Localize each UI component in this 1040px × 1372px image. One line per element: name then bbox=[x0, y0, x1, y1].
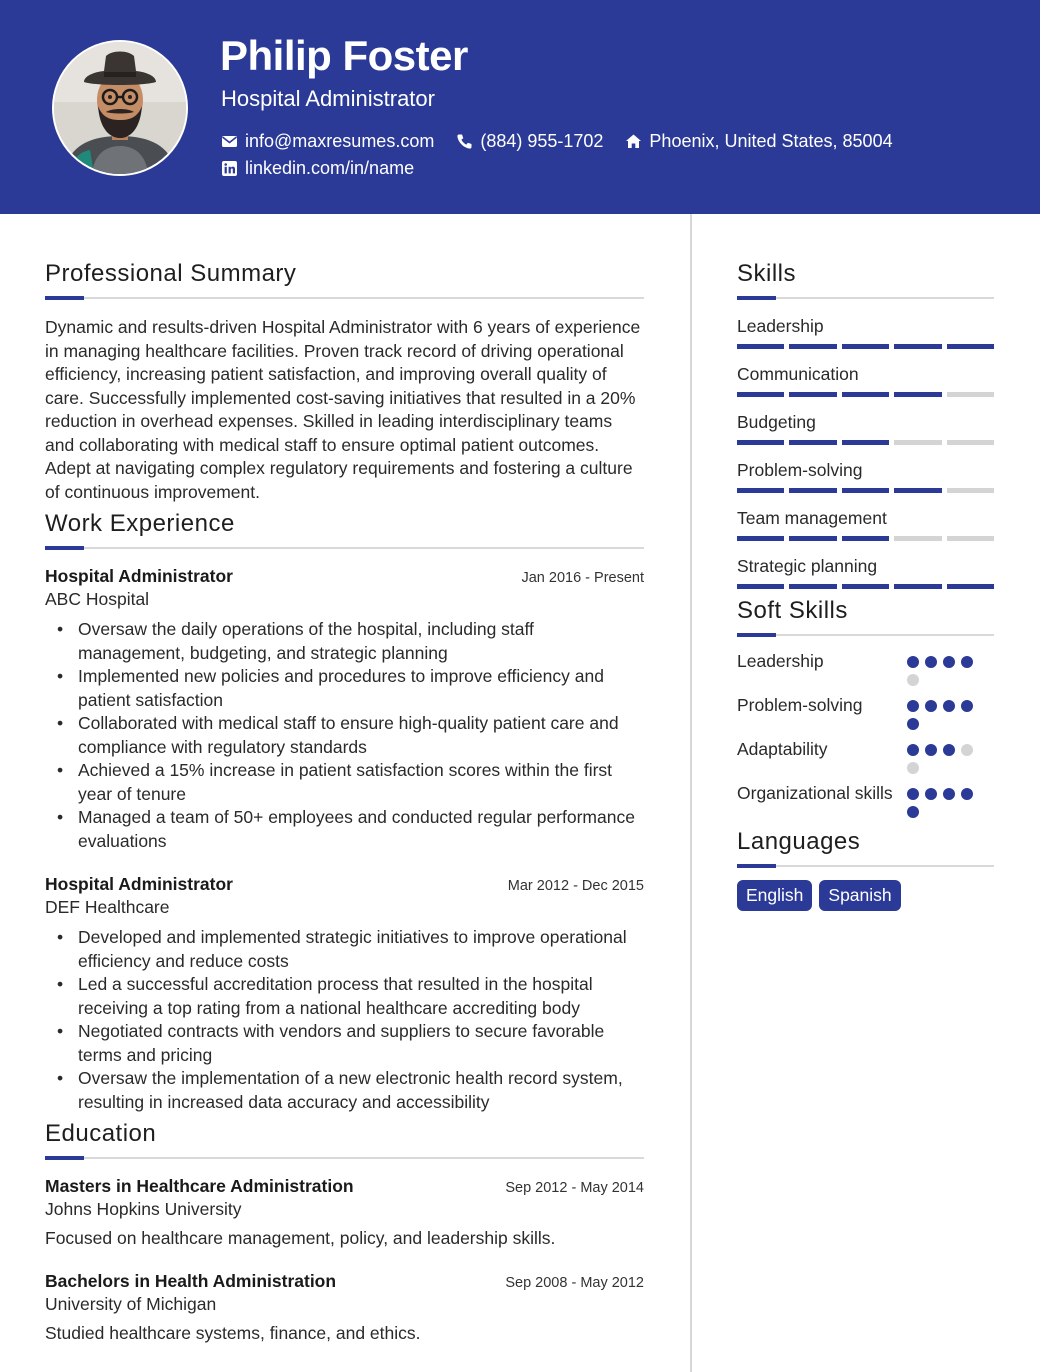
skill-level-segment-filled bbox=[789, 536, 836, 541]
job-bullet: • Implemented new policies and procedures to improve efficiency and patient satisfaction bbox=[45, 665, 644, 712]
soft-skill-name: Leadership bbox=[737, 651, 824, 671]
skill-level-segment-filled bbox=[842, 392, 889, 397]
skill-name: Budgeting bbox=[737, 412, 816, 432]
soft-skill-name: Organizational skills bbox=[737, 783, 893, 803]
skill-level-segment-empty bbox=[947, 440, 994, 445]
job-bullet: • Oversaw the daily operations of the hospital, including staff management, budgeting, and strategic planning bbox=[45, 618, 644, 665]
soft-skill-rating bbox=[907, 650, 979, 686]
contact-email[interactable] bbox=[221, 130, 434, 152]
rating-dot-filled bbox=[925, 656, 937, 668]
skill-level-segment-filled bbox=[947, 584, 994, 589]
skills-heading: Skills bbox=[737, 260, 797, 287]
experience-section bbox=[45, 508, 644, 1114]
home-icon bbox=[625, 133, 642, 150]
job-bullets bbox=[45, 618, 644, 853]
education-entry bbox=[45, 1270, 644, 1345]
skill-level-segment-empty bbox=[947, 536, 994, 541]
section-rule bbox=[737, 634, 994, 636]
skill-item bbox=[737, 555, 994, 589]
skill-level-segment-filled bbox=[894, 344, 941, 349]
skill-level-segment-filled bbox=[737, 536, 784, 541]
skill-level-segment-filled bbox=[737, 392, 784, 397]
soft-skill-item bbox=[737, 694, 994, 730]
envelope-icon bbox=[221, 133, 238, 150]
contact-row-secondary bbox=[221, 157, 414, 179]
soft-skill-rating bbox=[907, 738, 979, 774]
job-bullet: • Managed a team of 50+ employees and conducted regular performance evaluations bbox=[45, 806, 644, 853]
skill-level-segment-empty bbox=[894, 536, 941, 541]
main-column bbox=[45, 258, 644, 1345]
rating-dot-filled bbox=[925, 788, 937, 800]
job-organization: DEF Healthcare bbox=[45, 897, 170, 917]
job-role: Hospital Administrator bbox=[45, 874, 233, 894]
skill-item bbox=[737, 459, 994, 493]
job-bullets bbox=[45, 926, 644, 1114]
rating-dot-filled bbox=[907, 788, 919, 800]
candidate-title: Hospital Administrator bbox=[221, 86, 435, 111]
job-organization: ABC Hospital bbox=[45, 589, 150, 609]
rating-dot-empty bbox=[907, 762, 919, 774]
section-rule bbox=[45, 297, 644, 299]
resume-header bbox=[0, 0, 1040, 214]
education-degree: Bachelors in Health Administration bbox=[45, 1271, 337, 1291]
rating-dot-filled bbox=[943, 656, 955, 668]
education-entry bbox=[45, 1175, 644, 1250]
rating-dot-filled bbox=[925, 744, 937, 756]
job-bullet: • Collaborated with medical staff to ensure high-quality patient care and compliance with regulatory standards bbox=[45, 712, 644, 759]
experience-heading: Work Experience bbox=[45, 510, 235, 537]
job-bullet: • Led a successful accreditation process that resulted in the hospital receiving a top rating from a national healthcare accrediting body bbox=[45, 973, 644, 1020]
education-description: Studied healthcare systems, finance, and ethics. bbox=[45, 1323, 421, 1343]
skill-level-segment-filled bbox=[789, 392, 836, 397]
language-tag: Spanish bbox=[819, 880, 900, 911]
education-heading: Education bbox=[45, 1120, 157, 1147]
skill-level-segment-filled bbox=[737, 344, 784, 349]
skill-level-bar bbox=[737, 536, 994, 541]
skill-level-segment-filled bbox=[789, 344, 836, 349]
skill-level-bar bbox=[737, 584, 994, 589]
section-rule bbox=[737, 297, 994, 299]
rating-dot-filled bbox=[907, 700, 919, 712]
section-rule bbox=[45, 1157, 644, 1159]
job-bullet: • Oversaw the implementation of a new electronic health record system, resulting in increased data accuracy and accessibility bbox=[45, 1067, 644, 1114]
rating-dot-empty bbox=[961, 744, 973, 756]
skill-name: Team management bbox=[737, 508, 887, 528]
skill-level-segment-filled bbox=[789, 584, 836, 589]
skill-level-segment-filled bbox=[947, 344, 994, 349]
rating-dot-filled bbox=[907, 656, 919, 668]
soft-skill-item bbox=[737, 782, 994, 818]
skill-level-segment-empty bbox=[947, 488, 994, 493]
rating-dot-filled bbox=[961, 700, 973, 712]
contact-email-text: info@maxresumes.com bbox=[245, 131, 435, 151]
skill-level-segment-filled bbox=[789, 488, 836, 493]
profile-photo-illustration bbox=[54, 42, 186, 174]
skill-name: Leadership bbox=[737, 316, 824, 336]
job-bullet: • Developed and implemented strategic initiatives to improve operational efficiency and reduce costs bbox=[45, 926, 644, 973]
education-school: University of Michigan bbox=[45, 1294, 217, 1314]
skill-item bbox=[737, 315, 994, 349]
skill-level-segment-filled bbox=[737, 440, 784, 445]
job-date: Jan 2016 - Present bbox=[521, 570, 644, 586]
linkedin-icon bbox=[221, 160, 238, 177]
skill-level-segment-filled bbox=[737, 488, 784, 493]
phone-icon bbox=[456, 133, 473, 150]
education-date: Sep 2008 - May 2012 bbox=[505, 1275, 644, 1291]
skill-item bbox=[737, 363, 994, 397]
summary-heading: Professional Summary bbox=[45, 260, 297, 287]
skill-level-segment-filled bbox=[842, 344, 889, 349]
skill-level-segment-filled bbox=[842, 536, 889, 541]
column-divider bbox=[690, 214, 692, 1372]
contact-location-text: Phoenix, United States, 85004 bbox=[649, 131, 893, 151]
rating-dot-filled bbox=[943, 700, 955, 712]
skill-level-segment-filled bbox=[842, 440, 889, 445]
skills-list bbox=[737, 315, 994, 589]
rating-dot-filled bbox=[961, 788, 973, 800]
skill-level-segment-filled bbox=[789, 440, 836, 445]
languages-section bbox=[737, 826, 994, 911]
skill-level-segment-filled bbox=[894, 584, 941, 589]
soft-skills-section bbox=[737, 595, 994, 818]
contact-phone[interactable] bbox=[456, 130, 603, 152]
skill-level-bar bbox=[737, 488, 994, 493]
candidate-name: Philip Foster bbox=[220, 32, 468, 79]
soft-skill-name: Adaptability bbox=[737, 739, 828, 759]
soft-skills-list bbox=[737, 650, 994, 818]
skill-item bbox=[737, 507, 994, 541]
contact-linkedin-text: linkedin.com/in/name bbox=[245, 158, 415, 178]
soft-skill-name: Problem-solving bbox=[737, 695, 863, 715]
rating-dot-filled bbox=[907, 718, 919, 730]
education-section bbox=[45, 1118, 644, 1345]
skill-level-segment-filled bbox=[894, 392, 941, 397]
summary-section bbox=[45, 258, 644, 504]
education-school: Johns Hopkins University bbox=[45, 1199, 242, 1219]
soft-skills-heading: Soft Skills bbox=[737, 597, 848, 624]
contact-linkedin[interactable] bbox=[221, 157, 414, 179]
job-role: Hospital Administrator bbox=[45, 566, 233, 586]
rating-dot-filled bbox=[943, 788, 955, 800]
job-bullet: • Negotiated contracts with vendors and suppliers to secure favorable terms and pricing bbox=[45, 1020, 644, 1067]
rating-dot-filled bbox=[925, 700, 937, 712]
section-rule bbox=[737, 865, 994, 867]
soft-skill-item bbox=[737, 738, 994, 774]
rating-dot-empty bbox=[907, 674, 919, 686]
sidebar-column bbox=[737, 258, 994, 911]
rating-dot-filled bbox=[907, 744, 919, 756]
skills-section bbox=[737, 258, 994, 589]
skill-level-bar bbox=[737, 392, 994, 397]
contact-phone-text: (884) 955-1702 bbox=[480, 131, 604, 151]
job-bullet: • Achieved a 15% increase in patient satisfaction scores within the first year of tenure bbox=[45, 759, 644, 806]
skill-name: Communication bbox=[737, 364, 859, 384]
skill-name: Strategic planning bbox=[737, 556, 878, 576]
education-date: Sep 2012 - May 2014 bbox=[505, 1180, 644, 1196]
skill-level-segment-filled bbox=[737, 584, 784, 589]
language-list bbox=[737, 880, 994, 911]
contact-location bbox=[625, 130, 892, 152]
skill-level-bar bbox=[737, 440, 994, 445]
education-description: Focused on healthcare management, policy, and leadership skills. bbox=[45, 1228, 556, 1248]
skill-name: Problem-solving bbox=[737, 460, 863, 480]
education-degree: Masters in Healthcare Administration bbox=[45, 1176, 354, 1196]
section-rule bbox=[45, 547, 644, 549]
job-entry bbox=[45, 873, 644, 1114]
skill-level-segment-filled bbox=[842, 488, 889, 493]
skill-item bbox=[737, 411, 994, 445]
skill-level-segment-empty bbox=[894, 440, 941, 445]
languages-heading: Languages bbox=[737, 828, 861, 855]
profile-photo bbox=[52, 40, 188, 176]
skill-level-bar bbox=[737, 344, 994, 349]
job-entry bbox=[45, 565, 644, 853]
rating-dot-filled bbox=[961, 656, 973, 668]
soft-skill-rating bbox=[907, 782, 979, 818]
skill-level-segment-empty bbox=[947, 392, 994, 397]
soft-skill-rating bbox=[907, 694, 979, 730]
summary-text: Dynamic and results-driven Hospital Administrator with 6 years of experience in managing healthcare facilities. Proven track record of driving operational efficiency, increasing patient satisfaction, and improving overall quality of care. Successfully implemented cost-saving initiatives that resulted in a 20% reduction in overhead expenses. Skilled in leading interdisciplinary teams and collaborating with medical staff to ensure optimal patient outcomes. Adept at navigating complex regulatory requirements and fostering a culture of continuous improvement. bbox=[45, 317, 641, 502]
contact-row-primary bbox=[221, 130, 893, 152]
job-date: Mar 2012 - Dec 2015 bbox=[507, 878, 644, 894]
skill-level-segment-filled bbox=[842, 584, 889, 589]
language-tag: English bbox=[737, 880, 812, 911]
soft-skill-item bbox=[737, 650, 994, 686]
rating-dot-filled bbox=[907, 806, 919, 818]
rating-dot-filled bbox=[943, 744, 955, 756]
skill-level-segment-filled bbox=[894, 488, 941, 493]
